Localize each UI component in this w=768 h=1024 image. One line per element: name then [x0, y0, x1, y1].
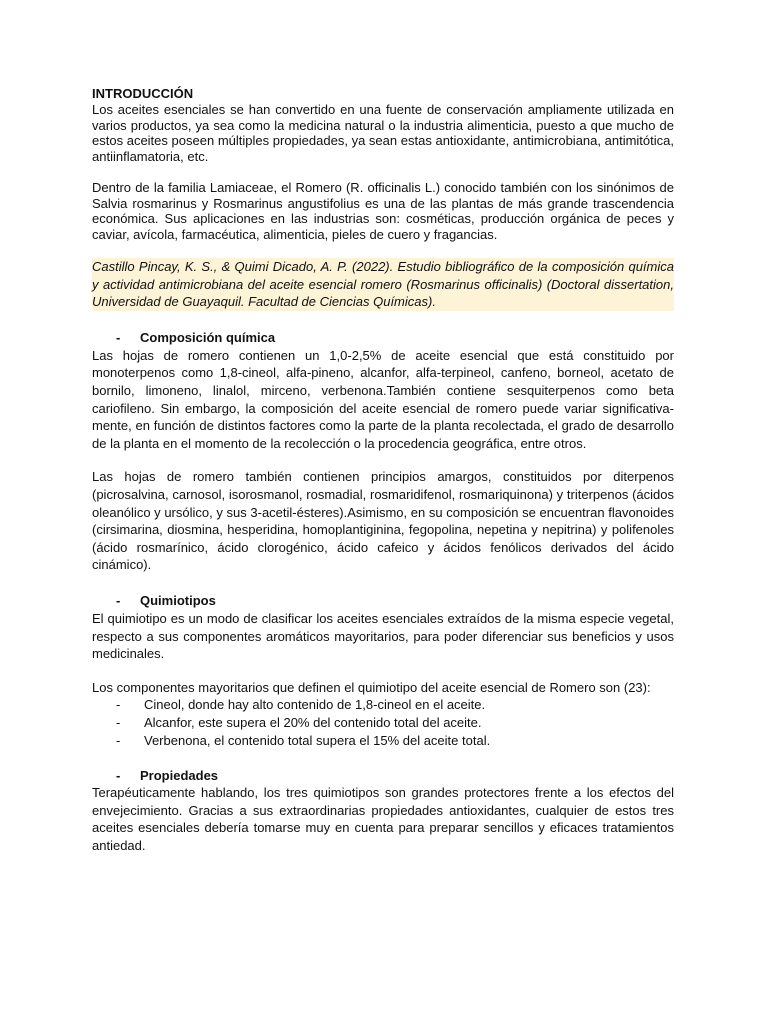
intro-paragraph-2: Dentro de la familia Lamiaceae, el Romero (R. officinalis L.) conocido también con los sinónimos de Salvia rosmarinus y Rosmarinus angustifolius es una de las plantas de más grande trascendencia económica. Sus aplicaciones en las industrias son: cosméticas, producción orgánica de peces y caviar, avícola, farmacéutica, alimenticia, pieles de cuero y fragancias.	[92, 180, 674, 242]
section-heading-propiedades	[92, 766, 674, 784]
quimiotipos-paragraph-2: Los componentes mayoritarios que definen el quimiotipo del aceite esencial de Romero son (23):	[92, 679, 651, 695]
section-title: Propiedades	[140, 767, 219, 783]
intro-paragraph-1: Los aceites esenciales se han convertido en una fuente de conservación ampliamente utilizada en varios productos, ya sea como la medicina natural o la industria alimenticia, puesto a que mucho de estos aceites poseen múltiples propiedades, ya sean estas antioxidante, antimicrobiana, antimitótica, antiinflamatoria, etc.	[92, 102, 674, 164]
list-dash: -	[116, 697, 121, 713]
composicion-paragraph-2: Las hojas de romero también contienen principios amargos, constituidos por diterpenos (picrosalvina, carnosol, isorosmanol, rosmadial, rosmaridifenol, rosmariquinona) y triterpenos (ácidos oleanólico y ursólico, y sus 3-acetil-ésteres).Asimismo, en su composición se encuentran flavonoides (cirsimarina, diosmina, hesperidina, homoplantiginina, fegopolina, nepetina y nepitrina) y polifenoles (ácido rosmarínico, ácido clorogénico, ácido cafeico y ácidos fenólicos derivados del ácido cinámico).	[92, 469, 674, 573]
list-item	[92, 714, 674, 732]
bullet-marker: -	[116, 593, 121, 609]
highlighted-citation: Castillo Pincay, K. S., & Quimi Dicado, A. P. (2022). Estudio bibliográfico de la composición química y actividad antimicrobiana del aceite esencial romero (Rosmarinus officinalis) (Doctoral dissertation, Universidad de Guayaquil. Facultad de Ciencias Químicas).	[92, 259, 674, 310]
section-title: Quimiotipos	[140, 593, 216, 609]
list-dash: -	[116, 733, 121, 749]
list-item	[92, 732, 674, 750]
bullet-marker: -	[116, 767, 121, 783]
list-item	[92, 696, 674, 714]
section-heading-composicion	[92, 329, 674, 347]
quimiotipos-paragraph-1: El quimiotipo es un modo de clasificar los aceites esenciales extraídos de la misma especie vegetal, respecto a sus componentes aromáticos mayoritarios, para poder diferenciar sus beneficios y usos medicinales.	[92, 610, 674, 662]
list-item-text: Alcanfor, este supera el 20% del contenido total del aceite.	[144, 715, 482, 731]
composicion-paragraph-1: Las hojas de romero contienen un 1,0-2,5% de aceite esencial que está constituido por monoterpenos como 1,8-cineol, alfa-pineno, alcanfor, alfa-terpineol, canfeno, borneol, acetato de bornilo, limoneno, linalol, mirceno, verbenona.También contiene sesquiterpenos como beta cariofileno. Sin embargo, la composición del aceite esencial de romero puede variar significativa-mente, en función de distintos factores como la parte de la planta recolectada, el grado de desarrollo de la planta en el momento de la recolección o la procedencia geográfica, entre otros.	[92, 347, 674, 451]
document-body	[92, 86, 674, 855]
quimiotipos-list	[92, 696, 674, 750]
list-item-text: Verbenona, el contenido total supera el 15% del aceite total.	[144, 733, 491, 749]
section-title: Composición química	[140, 330, 276, 346]
bullet-marker: -	[116, 330, 121, 346]
list-dash: -	[116, 715, 121, 731]
list-item-text: Cineol, donde hay alto contenido de 1,8-cineol en el aceite.	[144, 697, 486, 713]
section-heading-quimiotipos	[92, 592, 674, 610]
propiedades-paragraph-1: Terapéuticamente hablando, los tres quimiotipos son grandes protectores frente a los efectos del envejecimiento. Gracias a sus extraordinarias propiedades antioxidantes, cualquier de estos tres aceites esenciales debería tomarse muy en cuenta para preparar sencillos y eficaces tratamientos antiedad.	[92, 785, 674, 854]
intro-title: INTRODUCCIÓN	[92, 86, 194, 101]
